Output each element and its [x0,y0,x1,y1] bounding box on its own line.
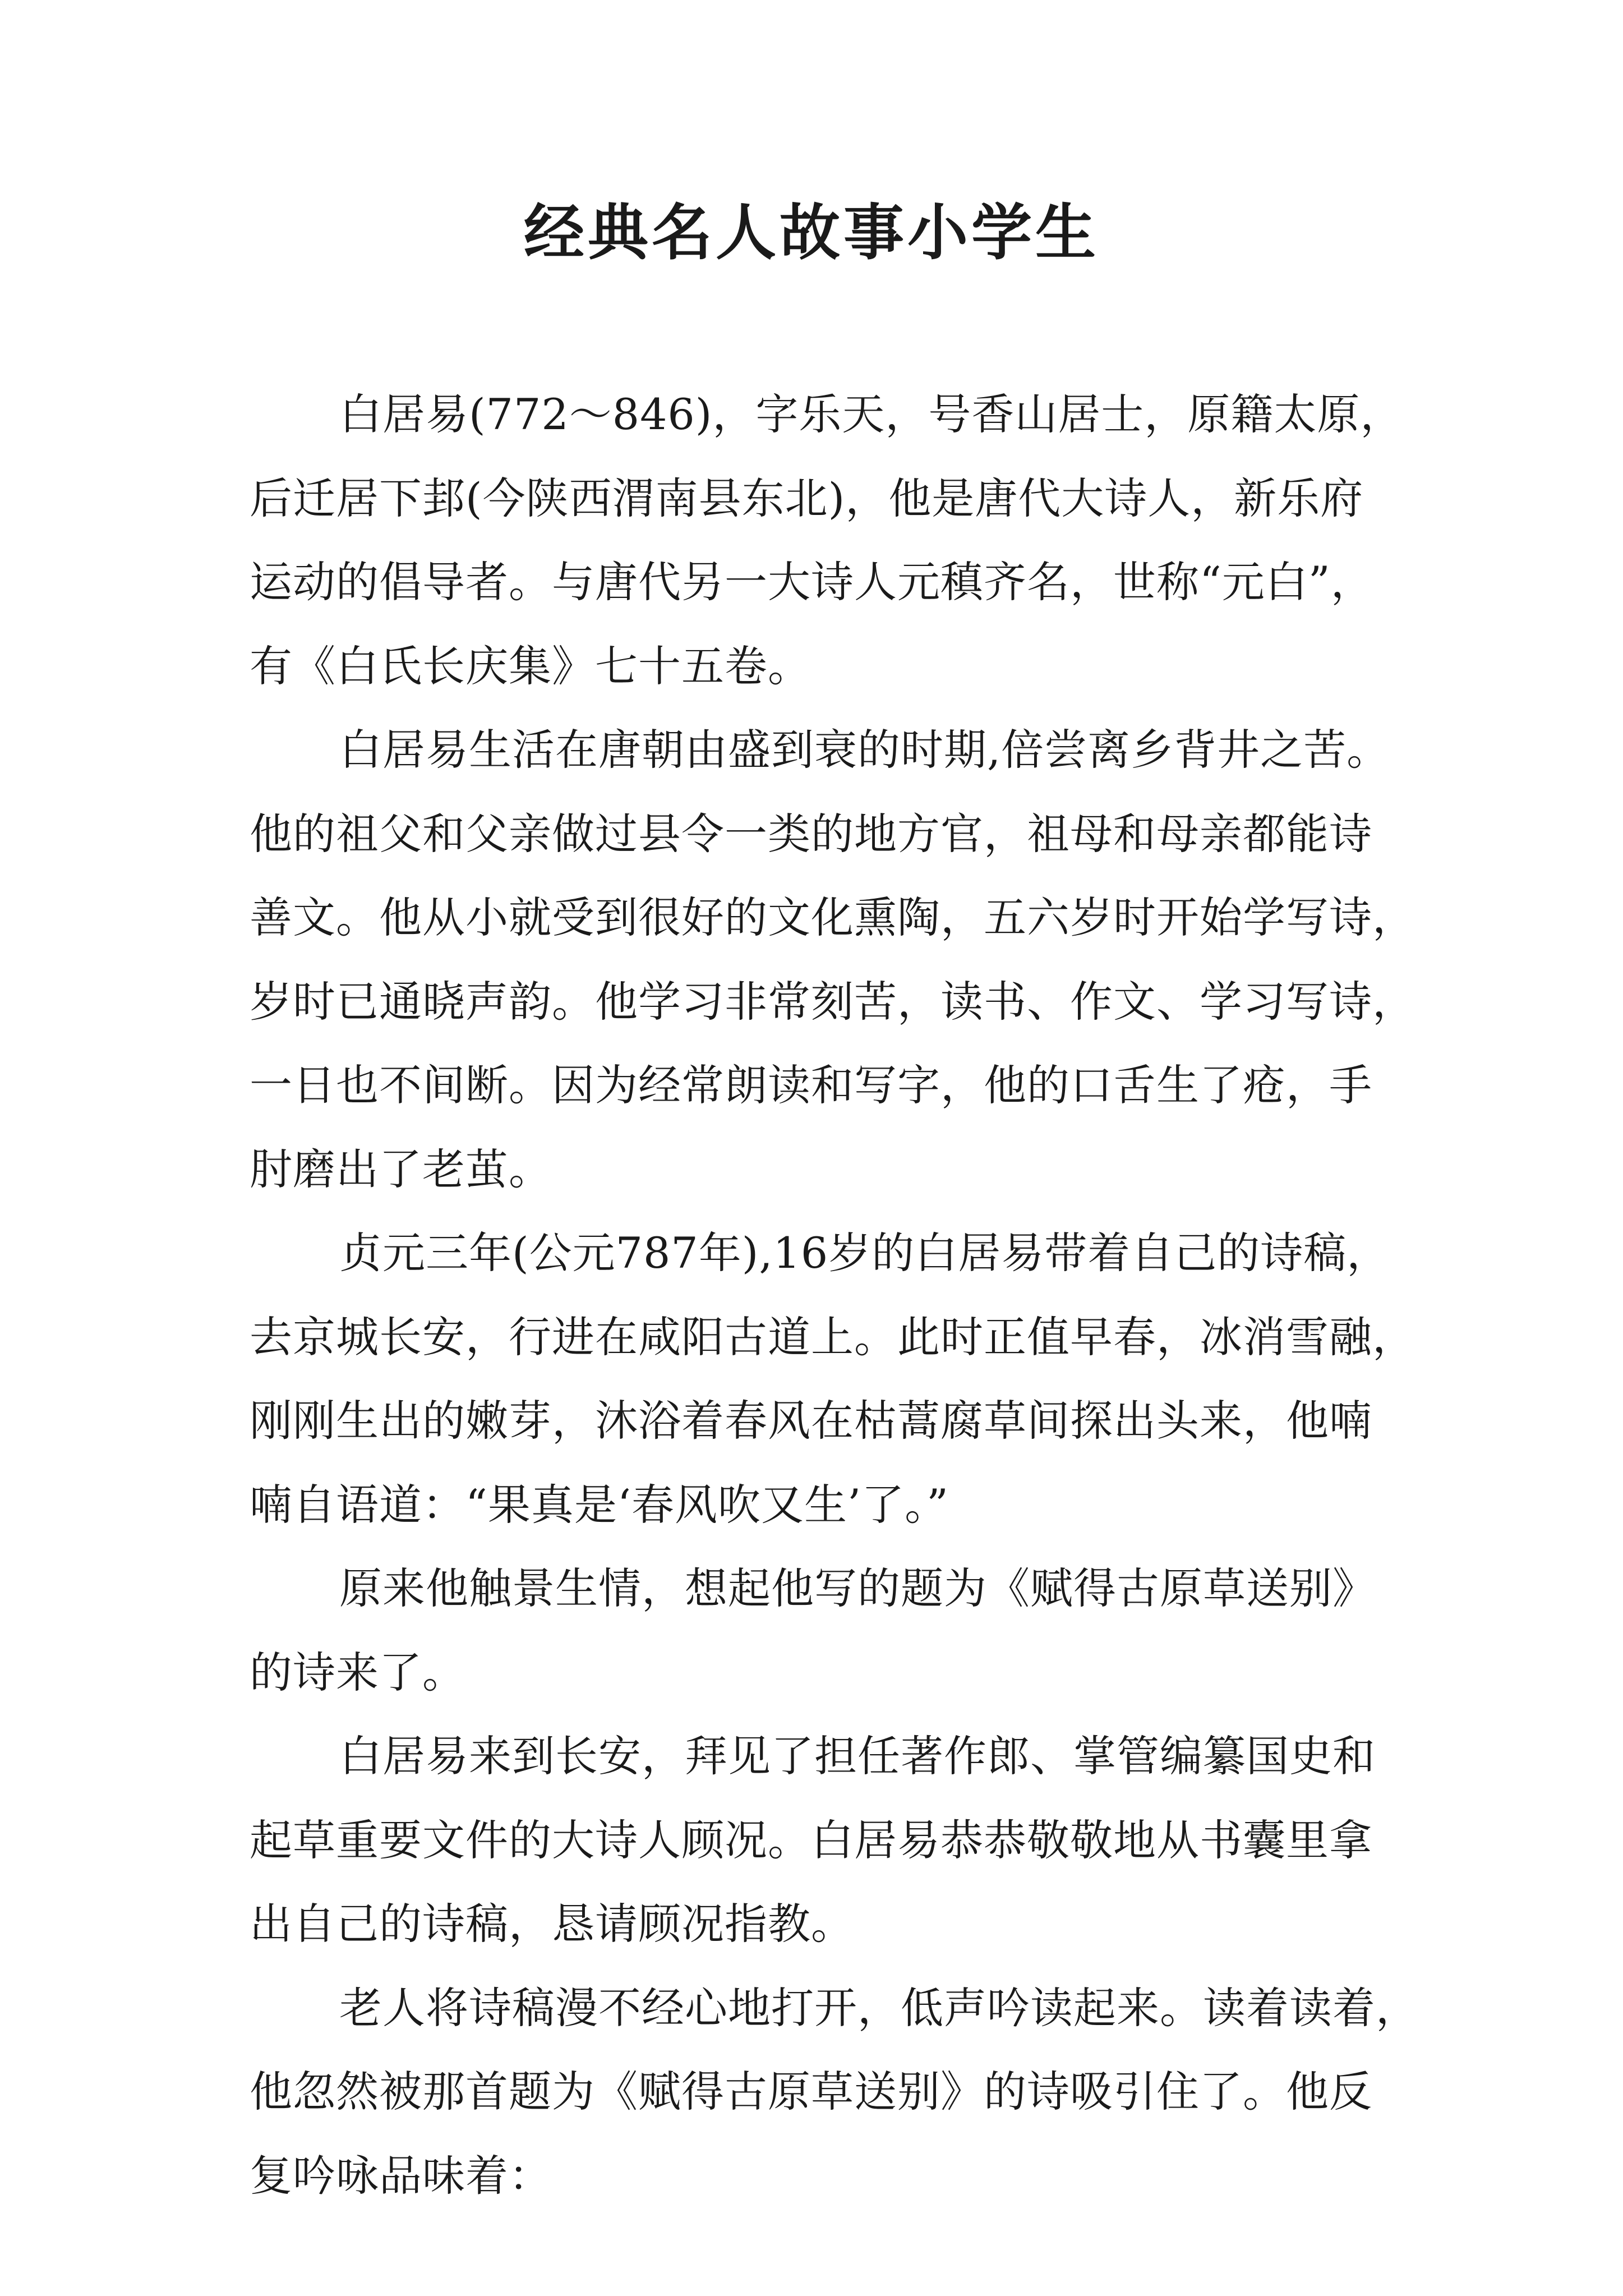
document-title: 经典名人故事小学生 [523,197,1099,268]
text-line: 出自己的诗稿，恳请顾况指教。 [250,1899,854,1949]
text-line: 贞元三年(公元787年),16岁的白居易带着自己的诗稿， [339,1228,1390,1278]
text-line: 喃自语道：“果真是‘春风吹又生’了。” [250,1479,949,1530]
text-line: 有《白氏长庆集》七十五卷。 [250,641,811,691]
text-line: 白居易生活在唐朝由盛到衰的时期,倍尝离乡背井之苦。 [339,725,1390,775]
text-line: 起草重要文件的大诗人顾况。白居易恭恭敬敬地从书囊里拿 [250,1815,1372,1865]
text-line: 白居易(772～846)，字乐天，号香山居士，原籍太原， [339,389,1404,439]
paragraph-3 [250,1211,1415,1547]
text-line: 的诗来了。 [250,1647,465,1697]
paragraph-4 [250,1547,1382,1714]
text-line: 老人将诗稿漫不经心地打开，低声吟读起来。读着读着， [339,1982,1419,2033]
text-line: 运动的倡导者。与唐代另一大诗人元稹齐名，世称“元白”， [250,557,1374,607]
text-line: 岁时已通晓声韵。他学习非常刻苦，读书、作文、学习写诗， [250,976,1415,1027]
text-line: 刚刚生出的嫩芽，沐浴着春风在枯蒿腐草间探出头来，他喃 [250,1396,1372,1446]
text-line: 他忽然被那首题为《赋得古原草送别》的诗吸引住了。他反 [250,2067,1372,2116]
document-body [250,372,1419,2217]
paragraph-6 [250,1966,1419,2218]
text-line: 原来他触景生情，想起他写的题为《赋得古原草送别》 [339,1563,1376,1613]
paragraph-5 [250,1714,1382,1966]
text-line: 肘磨出了老茧。 [250,1144,552,1194]
text-line: 复吟咏品味着： [250,2150,552,2201]
text-line: 去京城长安，行进在咸阳古道上。此时正值早春，冰消雪融， [250,1312,1415,1362]
text-line: 白居易来到长安，拜见了担任著作郎、掌管编纂国史和 [339,1731,1376,1781]
text-line: 善文。他从小就受到很好的文化熏陶，五六岁时开始学写诗， [250,892,1415,942]
paragraph-1 [250,372,1404,708]
paragraph-2 [250,708,1415,1211]
text-line: 一日也不间断。因为经常朗读和写字，他的口舌生了疮，手 [250,1060,1372,1110]
text-line: 他的祖父和父亲做过县令一类的地方官，祖母和母亲都能诗 [250,808,1372,859]
text-line: 后迁居下邽(今陕西渭南县东北)，他是唐代大诗人，新乐府 [250,473,1364,523]
